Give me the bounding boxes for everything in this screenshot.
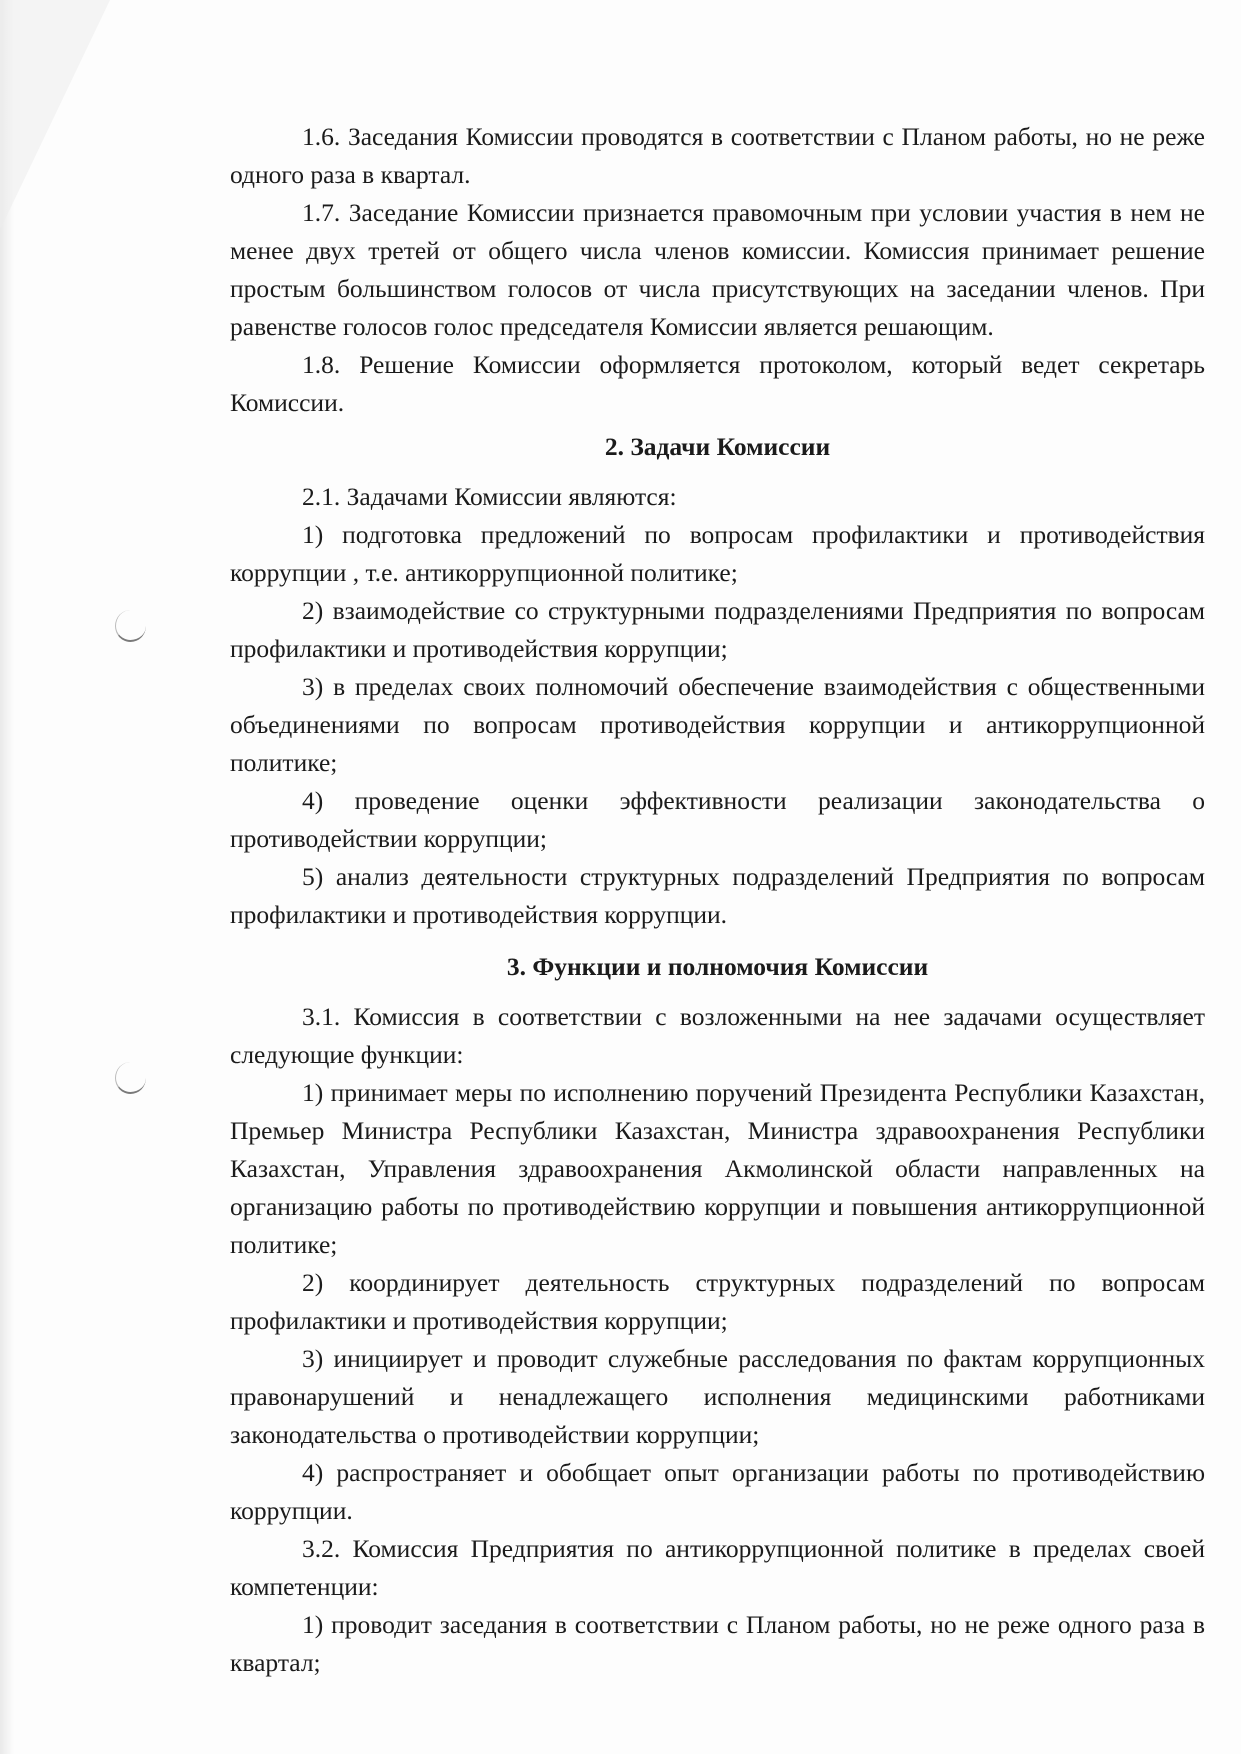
paragraph: 5) анализ деятельности структурных подразделений Предприятия по вопросам профилактики и противодействия коррупции. <box>230 862 1205 929</box>
paragraph: 3) в пределах своих полномочий обеспечение взаимодействия с общественными объединениями по вопросам противодействия коррупции и антикоррупционной политике; <box>230 672 1205 777</box>
scan-corner <box>0 0 110 230</box>
section-heading: 3. Функции и полномочия Комиссии <box>506 952 929 981</box>
section-heading: 2. Задачи Комиссии <box>604 432 831 461</box>
paragraph: 3) инициирует и проводит служебные расследования по фактам коррупционных правонарушений и ненадлежащего исполнения медицинскими работниками законодательства о противодействии коррупции; <box>230 1344 1205 1449</box>
paragraph: 4) распространяет и обобщает опыт организации работы по противодействию коррупции. <box>230 1458 1205 1525</box>
paragraph: 2) координирует деятельность структурных подразделений по вопросам профилактики и противодействия коррупции; <box>230 1268 1205 1335</box>
paragraph: 1) подготовка предложений по вопросам профилактики и противодействия коррупции , т.е. антикоррупционной политике; <box>230 520 1205 587</box>
paragraph: 1.6. Заседания Комиссии проводятся в соответствии с Планом работы, но не реже одного раза в квартал. <box>230 122 1205 189</box>
paragraph: 1.7. Заседание Комиссии признается правомочным при условии участия в нем не менее двух третей от общего числа членов комиссии. Комиссия принимает решение простым большинством голосов от числа присутствующих на заседании членов. При равенстве голосов голос председателя Комиссии является решающим. <box>230 198 1205 341</box>
punch-hole-icon <box>115 1062 146 1094</box>
paragraph: 2.1. Задачами Комиссии являются: <box>302 482 677 511</box>
paragraph: 1) принимает меры по исполнению поручений Президента Республики Казахстан, Премьер Министра Республики Казахстан, Министра здравоохранения Республики Казахстан, Управления здравоохранения Акмолинской области направленных на организацию работы по противодействию коррупции и повышения антикоррупционной политике; <box>230 1078 1205 1259</box>
document-body <box>230 118 1205 1682</box>
paragraph: 3.1. Комиссия в соответствии с возложенными на нее задачами осуществляет следующие функции: <box>230 1002 1205 1069</box>
paragraph: 1) проводит заседания в соответствии с Планом работы, но не реже одного раза в квартал; <box>230 1610 1205 1677</box>
paragraph: 1.8. Решение Комиссии оформляется протоколом, который ведет секретарь Комиссии. <box>230 350 1205 417</box>
paragraph: 2) взаимодействие со структурными подразделениями Предприятия по вопросам профилактики и противодействия коррупции; <box>230 596 1205 663</box>
scan-edge <box>0 0 14 1754</box>
paragraph: 3.2. Комиссия Предприятия по антикоррупционной политике в пределах своей компетенции: <box>230 1534 1205 1601</box>
punch-hole-icon <box>115 610 146 642</box>
paragraph: 4) проведение оценки эффективности реализации законодательства о противодействии коррупции; <box>230 786 1205 853</box>
